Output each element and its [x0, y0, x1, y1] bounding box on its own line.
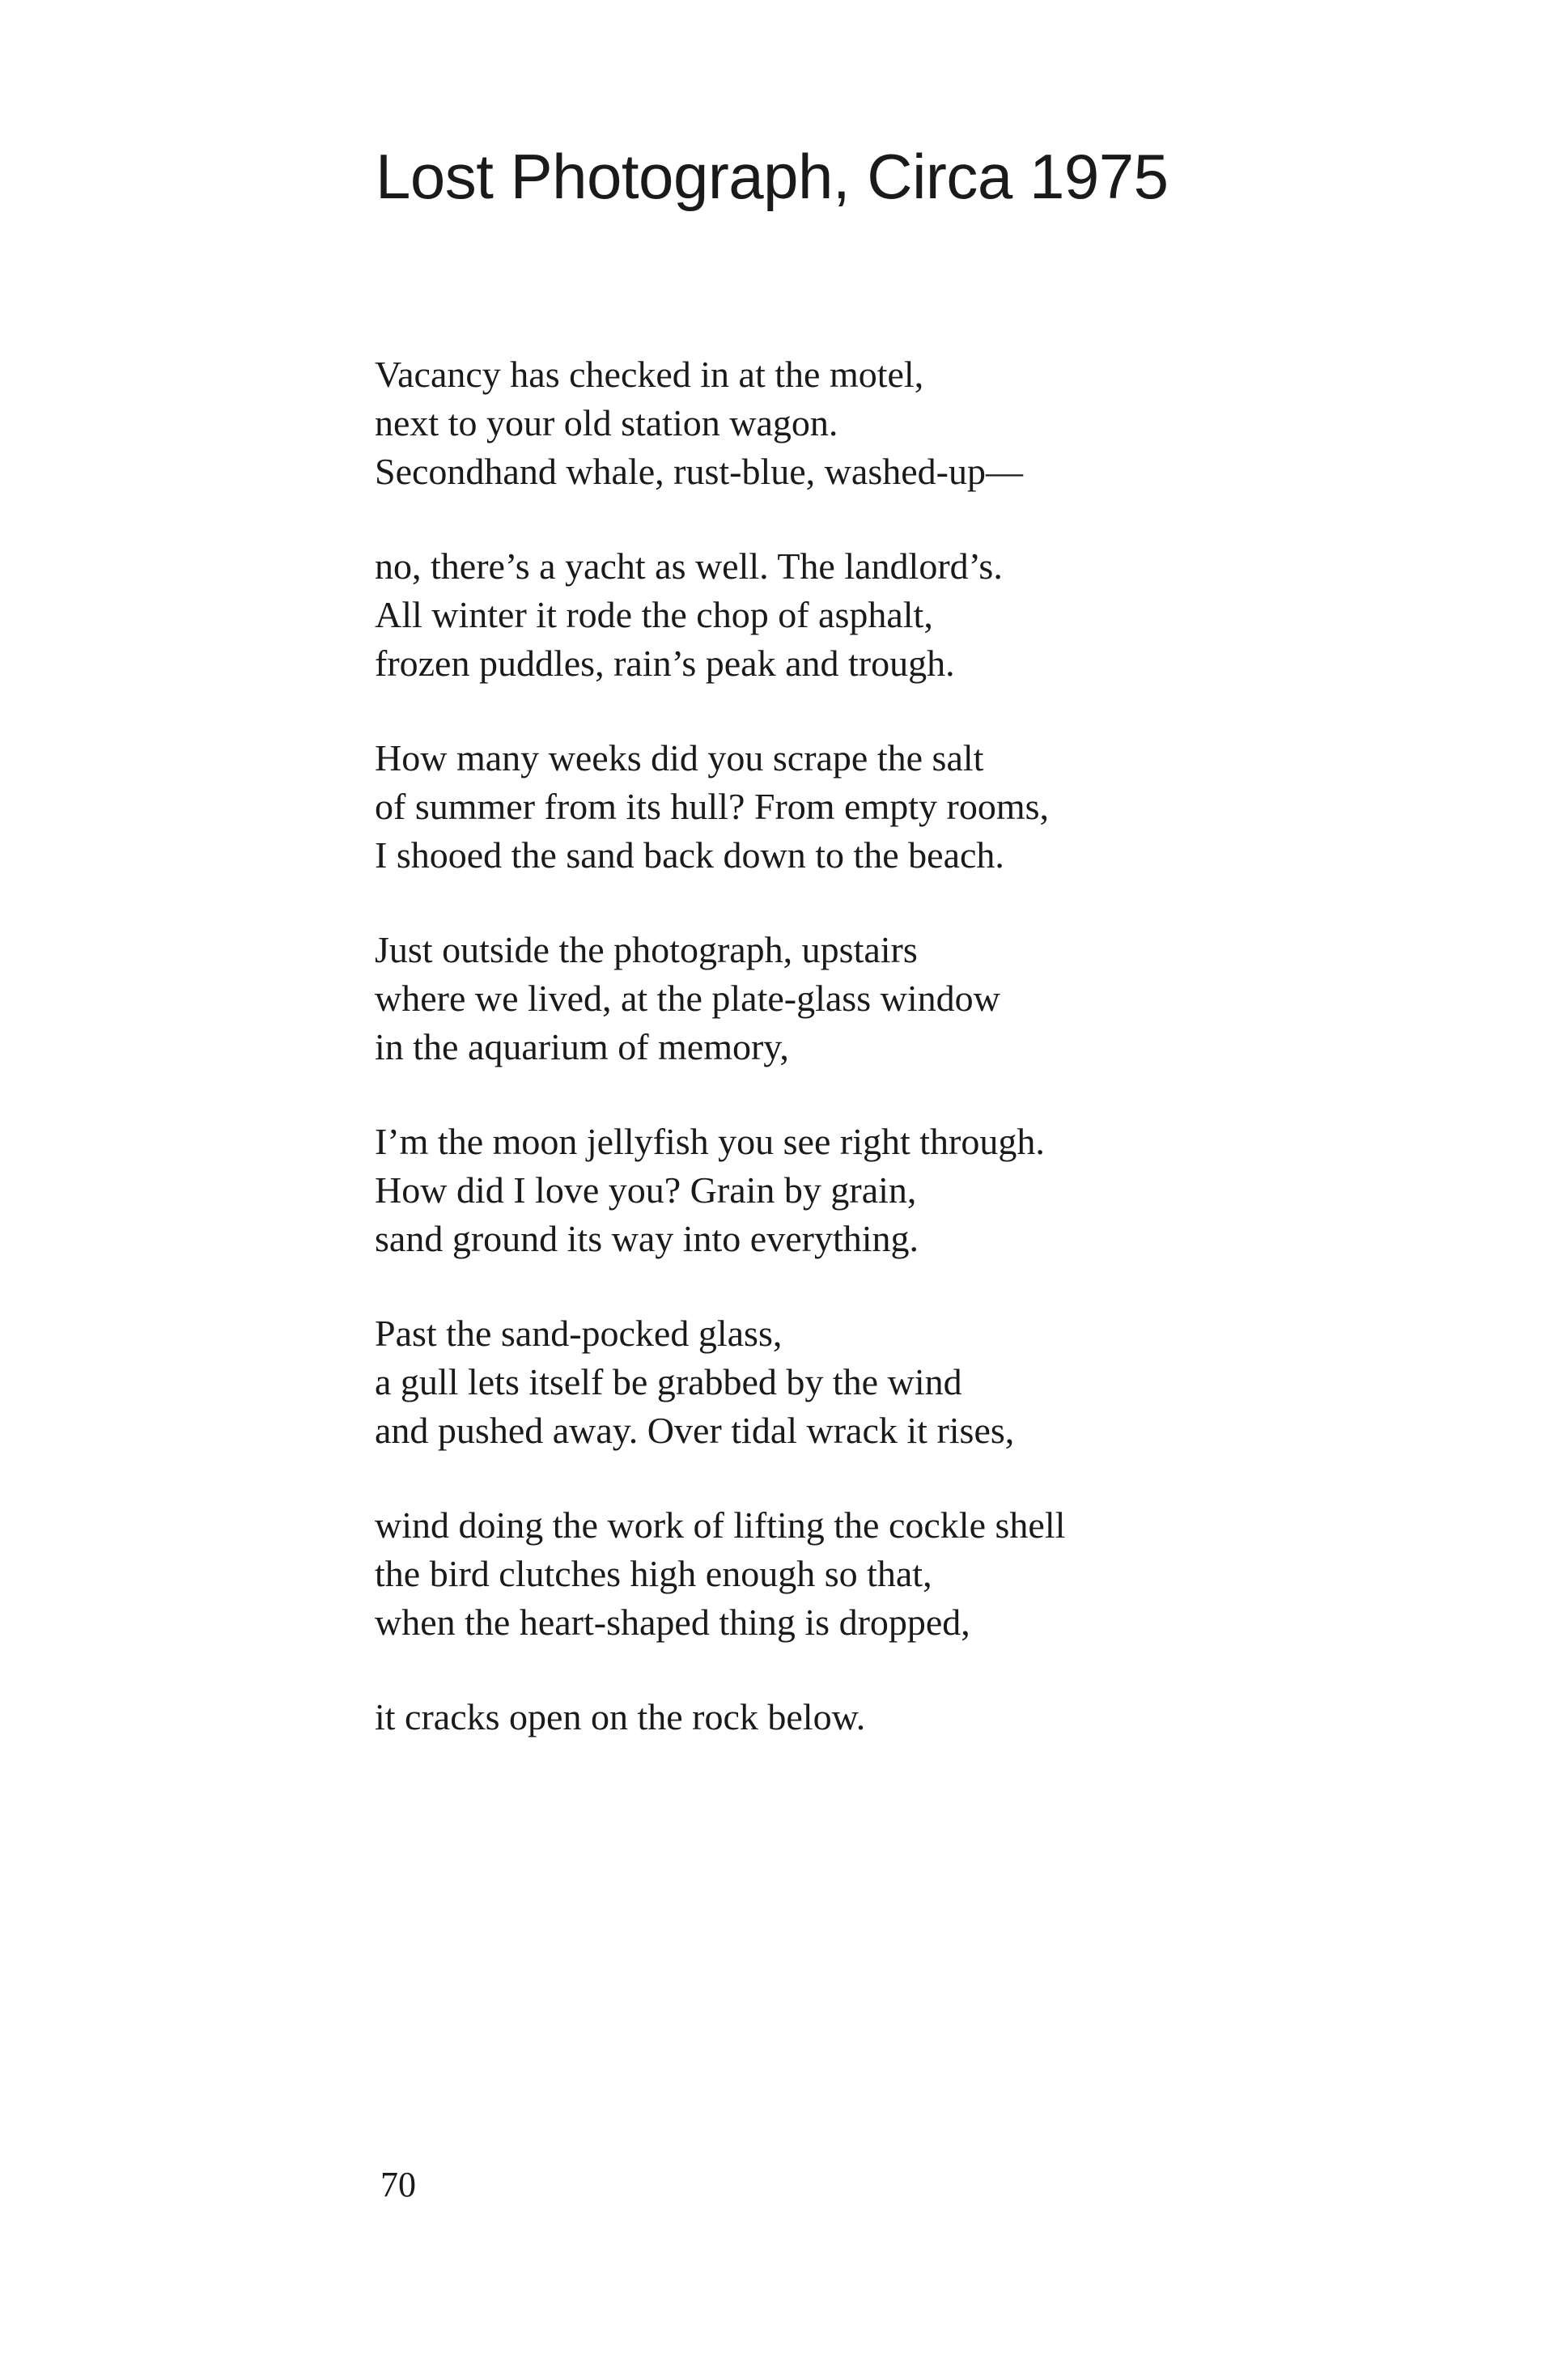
poem-line: when the heart-shaped thing is dropped,	[375, 1602, 970, 1643]
poem-line: How did I love you? Grain by grain,	[375, 1169, 917, 1211]
poem-line: of summer from its hull? From empty rooms,	[375, 786, 1050, 827]
stanza	[375, 1309, 1265, 1455]
poem-line: and pushed away. Over tidal wrack it rises,	[375, 1410, 1015, 1451]
poem-line: sand ground its way into everything.	[375, 1218, 919, 1259]
poem-line: a gull lets itself be grabbed by the wind	[375, 1361, 962, 1402]
poem-line: where we lived, at the plate-glass window	[375, 978, 1000, 1019]
stanza	[375, 1501, 1265, 1647]
poem-line: Vacancy has checked in at the motel,	[375, 354, 924, 395]
poem-line: I’m the moon jellyfish you see right through.	[375, 1121, 1045, 1162]
stanza	[375, 926, 1265, 1071]
poem-title: Lost Photograph, Circa 1975	[376, 141, 1169, 212]
page-number: 70	[380, 2165, 416, 2204]
poem-line: no, there’s a yacht as well. The landlord’s.	[375, 545, 1003, 587]
stanza	[375, 1693, 1265, 1742]
poem-line: the bird clutches high enough so that,	[375, 1553, 932, 1594]
stanza	[375, 1118, 1265, 1263]
poem-line: Past the sand-pocked glass,	[375, 1313, 783, 1354]
poem-body	[375, 350, 1265, 1788]
poem-line: How many weeks did you scrape the salt	[375, 737, 984, 778]
poem-line: wind doing the work of lifting the cockle shell	[375, 1504, 1066, 1546]
poem-line: frozen puddles, rain’s peak and trough.	[375, 643, 955, 684]
poem-line: in the aquarium of memory,	[375, 1026, 789, 1067]
stanza	[375, 350, 1265, 496]
poem-line: Just outside the photograph, upstairs	[375, 929, 918, 970]
poem-line: I shooed the sand back down to the beach.	[375, 834, 1004, 876]
poem-line: it cracks open on the rock below.	[375, 1696, 866, 1737]
stanza	[375, 542, 1265, 688]
poem-line: next to your old station wagon.	[375, 402, 838, 443]
poem-line: All winter it rode the chop of asphalt,	[375, 594, 933, 635]
stanza	[375, 734, 1265, 880]
poem-line: Secondhand whale, rust-blue, washed-up—	[375, 451, 1023, 492]
